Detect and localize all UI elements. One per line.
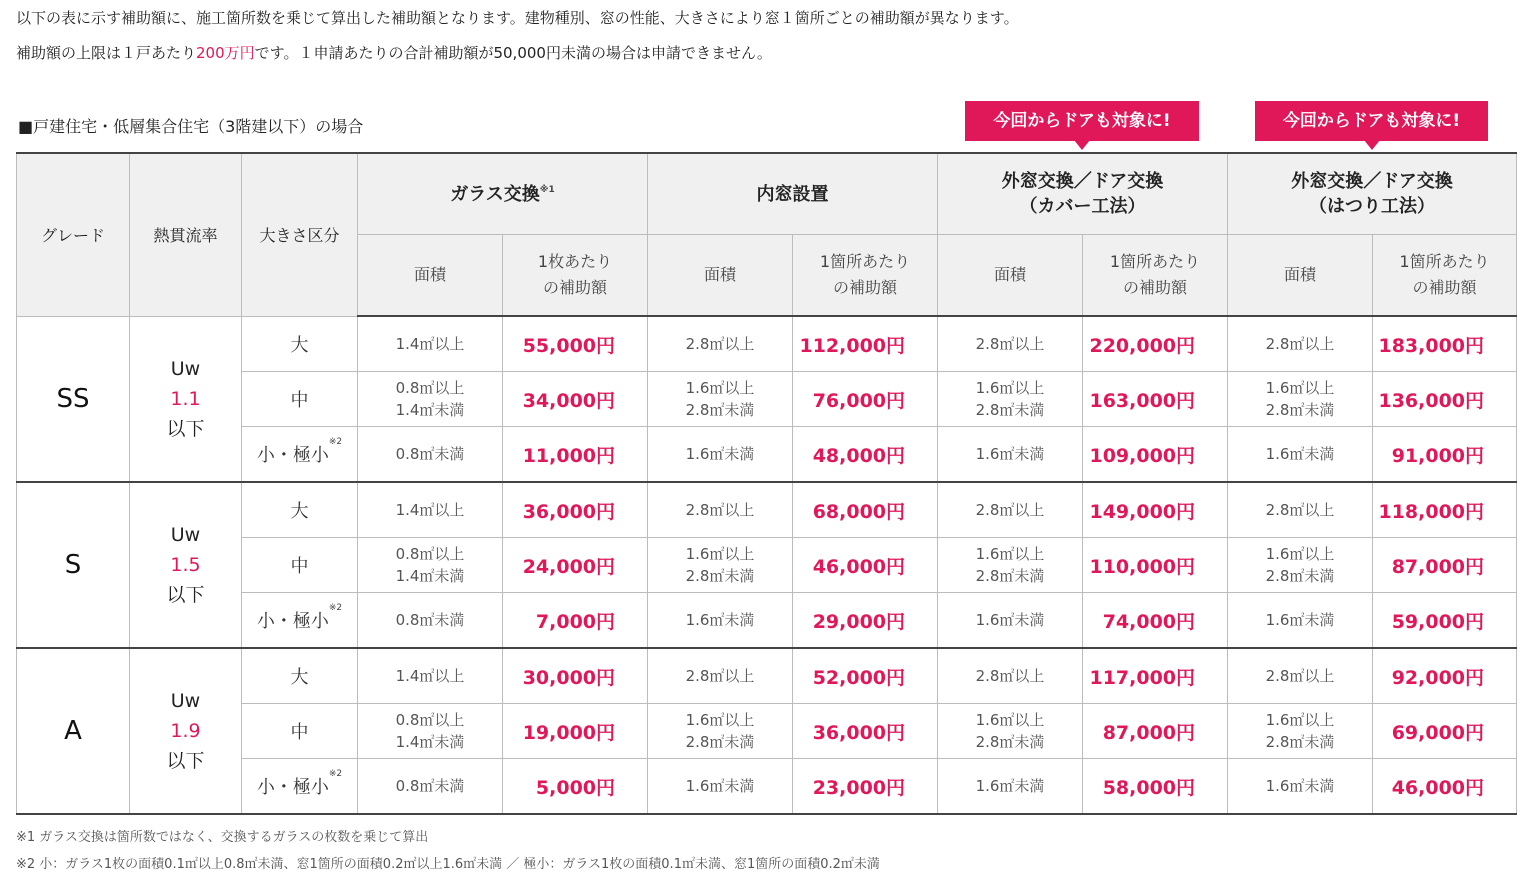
subsidy-amount: 117,000円 bbox=[1083, 648, 1228, 704]
uw-cell bbox=[130, 648, 242, 814]
area-cell bbox=[938, 704, 1083, 759]
header-per-place bbox=[1373, 235, 1517, 317]
subsidy-amount: 7,000円 bbox=[503, 593, 648, 649]
area-value: 0.8㎡未満 bbox=[395, 445, 465, 463]
area-value: 1.6㎡以上 bbox=[1265, 545, 1335, 563]
size-label: 大 bbox=[290, 334, 309, 356]
table-row bbox=[17, 704, 1517, 759]
subsidy-table bbox=[16, 152, 1517, 815]
grade-label: S bbox=[64, 550, 82, 580]
table-row bbox=[17, 759, 1517, 815]
area-value: 2.8㎡以上 bbox=[685, 335, 755, 353]
area-value-upper: 2.8㎡未満 bbox=[1265, 401, 1335, 419]
area-cell bbox=[358, 759, 503, 815]
header-per-place-line2: の補助額 bbox=[833, 278, 898, 297]
uw-suffix: 以下 bbox=[166, 750, 205, 772]
subsidy-amount: 30,000円 bbox=[503, 648, 648, 704]
grade-cell bbox=[17, 316, 130, 482]
area-cell bbox=[358, 538, 503, 593]
area-cell bbox=[358, 704, 503, 759]
area-cell bbox=[648, 704, 793, 759]
area-value: 2.8㎡以上 bbox=[975, 501, 1045, 519]
area-value: 1.6㎡以上 bbox=[685, 545, 755, 563]
area-cell bbox=[938, 482, 1083, 538]
subsidy-amount: 11,000円 bbox=[503, 427, 648, 483]
subsidy-amount: 68,000円 bbox=[793, 482, 938, 538]
area-cell bbox=[1228, 759, 1373, 815]
area-value: 0.8㎡以上 bbox=[395, 545, 465, 563]
subsidy-amount: 46,000円 bbox=[1373, 759, 1517, 815]
area-value: 2.8㎡以上 bbox=[975, 335, 1045, 353]
header-outer-cover-line2: （カバー工法） bbox=[1019, 196, 1146, 217]
subsidy-amount: 220,000円 bbox=[1083, 316, 1228, 372]
area-value: 1.6㎡未満 bbox=[975, 445, 1045, 463]
area-value-upper: 2.8㎡未満 bbox=[975, 567, 1045, 585]
table-row bbox=[17, 593, 1517, 649]
grade-cell bbox=[17, 482, 130, 648]
size-cell bbox=[242, 427, 358, 483]
area-value: 1.6㎡以上 bbox=[685, 379, 755, 397]
footnote-2: ※2 小：ガラス1枚の面積0.1㎡以上0.8㎡未満、窓1箇所の面積0.2㎡以上1.6㎡未満 ／ 極小：ガラス1枚の面積0.1㎡未満、窓1箇所の面積0.2㎡未満 bbox=[16, 857, 880, 872]
area-value: 1.4㎡以上 bbox=[395, 667, 465, 685]
size-cell bbox=[242, 593, 358, 649]
uw-label: Uw bbox=[170, 690, 201, 712]
size-cell bbox=[242, 704, 358, 759]
section-title: ■戸建住宅・低層集合住宅（3階建以下）の場合 bbox=[18, 117, 364, 136]
note-1-marker: ※1 bbox=[539, 184, 555, 195]
subsidy-amount: 76,000円 bbox=[793, 372, 938, 427]
area-value: 1.6㎡未満 bbox=[1265, 777, 1335, 795]
area-cell bbox=[648, 372, 793, 427]
area-cell bbox=[938, 538, 1083, 593]
area-value: 2.8㎡以上 bbox=[1265, 335, 1335, 353]
area-value-upper: 2.8㎡未満 bbox=[975, 401, 1045, 419]
table-row bbox=[17, 427, 1517, 483]
subsidy-amount: 36,000円 bbox=[503, 482, 648, 538]
size-label: 中 bbox=[290, 722, 309, 743]
area-value: 2.8㎡以上 bbox=[1265, 501, 1335, 519]
header-per-glass bbox=[503, 235, 648, 317]
area-cell bbox=[648, 759, 793, 815]
subsidy-amount: 24,000円 bbox=[503, 538, 648, 593]
header-grade: グレード bbox=[17, 153, 130, 316]
area-cell bbox=[1228, 427, 1373, 483]
area-value: 1.6㎡未満 bbox=[975, 777, 1045, 795]
size-cell bbox=[242, 372, 358, 427]
area-value: 1.6㎡以上 bbox=[1265, 379, 1335, 397]
uw-value: 1.1 bbox=[170, 387, 201, 410]
area-value-upper: 2.8㎡未満 bbox=[685, 567, 755, 585]
area-value: 1.6㎡未満 bbox=[1265, 611, 1335, 629]
subsidy-amount: 58,000円 bbox=[1083, 759, 1228, 815]
callout-door-eligible-cover: 今回からドアも対象に! bbox=[965, 101, 1199, 141]
intro-line-2-start: 補助額の上限は１戸あたり bbox=[16, 44, 197, 62]
header-per-place-line2: の補助額 bbox=[1412, 278, 1477, 297]
header-per-glass-line1: 1枚あたり bbox=[537, 252, 613, 271]
area-value: 0.8㎡未満 bbox=[395, 777, 465, 795]
header-outer-cover-line1: 外窓交換／ドア交換 bbox=[1001, 171, 1164, 192]
size-label: 中 bbox=[290, 556, 309, 577]
area-value-upper: 2.8㎡未満 bbox=[1265, 567, 1335, 585]
area-cell bbox=[358, 316, 503, 372]
subsidy-amount: 48,000円 bbox=[793, 427, 938, 483]
table-row bbox=[17, 316, 1517, 372]
area-cell bbox=[648, 593, 793, 649]
note-2-marker: ※2 bbox=[328, 437, 343, 447]
subsidy-amount: 46,000円 bbox=[793, 538, 938, 593]
uw-value: 1.9 bbox=[170, 720, 201, 742]
subsidy-amount: 110,000円 bbox=[1083, 538, 1228, 593]
table-body bbox=[17, 316, 1517, 814]
area-cell bbox=[648, 648, 793, 704]
uw-value: 1.5 bbox=[170, 554, 201, 576]
area-value: 1.6㎡未満 bbox=[685, 777, 755, 795]
uw-label: Uw bbox=[170, 357, 201, 380]
area-value: 1.4㎡以上 bbox=[395, 501, 465, 519]
header-per-place-line1: 1箇所あたり bbox=[1109, 252, 1201, 271]
area-cell bbox=[358, 372, 503, 427]
size-label: 小・極小 bbox=[256, 445, 329, 466]
header-per-place bbox=[1083, 235, 1228, 317]
subsidy-amount: 19,000円 bbox=[503, 704, 648, 759]
area-cell bbox=[938, 593, 1083, 649]
area-cell bbox=[1228, 316, 1373, 372]
uw-suffix: 以下 bbox=[166, 584, 205, 606]
grade-cell bbox=[17, 648, 130, 814]
area-value: 0.8㎡以上 bbox=[395, 711, 465, 729]
area-value-upper: 2.8㎡未満 bbox=[975, 733, 1045, 751]
area-value: 1.6㎡以上 bbox=[685, 711, 755, 729]
subsidy-amount: 163,000円 bbox=[1083, 372, 1228, 427]
subsidy-amount: 52,000円 bbox=[793, 648, 938, 704]
size-label: 大 bbox=[290, 667, 309, 688]
uw-cell bbox=[130, 482, 242, 648]
size-label: 小・極小 bbox=[256, 777, 329, 798]
header-row-1 bbox=[17, 153, 1517, 235]
uw-label: Uw bbox=[170, 524, 201, 546]
area-cell bbox=[1228, 704, 1373, 759]
header-per-glass-line2: の補助額 bbox=[543, 278, 608, 297]
area-cell bbox=[358, 593, 503, 649]
subsidy-amount: 136,000円 bbox=[1373, 372, 1517, 427]
table-row bbox=[17, 372, 1517, 427]
header-glass-replacement-label: ガラス交換 bbox=[450, 183, 540, 205]
area-cell bbox=[1228, 482, 1373, 538]
area-cell bbox=[358, 648, 503, 704]
subsidy-amount: 87,000円 bbox=[1083, 704, 1228, 759]
header-per-place-line2: の補助額 bbox=[1123, 278, 1188, 297]
area-value-upper: 2.8㎡未満 bbox=[1265, 733, 1335, 751]
area-cell bbox=[648, 538, 793, 593]
area-cell bbox=[1228, 593, 1373, 649]
intro-line-2 bbox=[16, 43, 772, 63]
header-glass-replacement bbox=[358, 153, 648, 235]
header-outer-chipping-line1: 外窓交換／ドア交換 bbox=[1291, 171, 1453, 192]
callout-door-eligible-chipping: 今回からドアも対象に! bbox=[1255, 101, 1488, 141]
subsidy-amount: 87,000円 bbox=[1373, 538, 1517, 593]
note-2-marker: ※2 bbox=[328, 769, 343, 779]
size-cell bbox=[242, 482, 358, 538]
size-label: 中 bbox=[290, 390, 309, 411]
subsidy-amount: 92,000円 bbox=[1373, 648, 1517, 704]
subsidy-amount: 5,000円 bbox=[503, 759, 648, 815]
subsidy-amount: 118,000円 bbox=[1373, 482, 1517, 538]
grade-label: SS bbox=[56, 383, 90, 414]
size-cell bbox=[242, 316, 358, 372]
area-cell bbox=[938, 648, 1083, 704]
area-value-upper: 1.4㎡未満 bbox=[395, 733, 465, 751]
area-value-upper: 1.4㎡未満 bbox=[395, 567, 465, 585]
area-cell bbox=[648, 316, 793, 372]
header-area: 面積 bbox=[938, 235, 1083, 317]
area-value-upper: 1.4㎡未満 bbox=[395, 401, 465, 419]
table-row bbox=[17, 648, 1517, 704]
subsidy-amount: 183,000円 bbox=[1373, 316, 1517, 372]
header-heat-transmission: 熱貫流率 bbox=[130, 153, 242, 316]
area-value: 2.8㎡以上 bbox=[685, 501, 755, 519]
subsidy-amount: 74,000円 bbox=[1083, 593, 1228, 649]
area-value: 1.4㎡以上 bbox=[395, 335, 465, 353]
area-cell bbox=[1228, 538, 1373, 593]
intro-line-2-end: です。１申請あたりの合計補助額が50,000円未満の場合は申請できません。 bbox=[254, 44, 772, 62]
subsidy-amount: 23,000円 bbox=[793, 759, 938, 815]
subsidy-amount: 112,000円 bbox=[793, 316, 938, 372]
area-value: 1.6㎡未満 bbox=[975, 611, 1045, 629]
table-row bbox=[17, 538, 1517, 593]
area-cell bbox=[938, 316, 1083, 372]
subsidy-amount: 59,000円 bbox=[1373, 593, 1517, 649]
area-value: 0.8㎡未満 bbox=[395, 611, 465, 629]
area-value: 2.8㎡以上 bbox=[685, 667, 755, 685]
area-cell bbox=[358, 427, 503, 483]
subsidy-amount: 36,000円 bbox=[793, 704, 938, 759]
note-2-marker: ※2 bbox=[328, 603, 343, 613]
footnote-1: ※1 ガラス交換は箇所数ではなく、交換するガラスの枚数を乗じて算出 bbox=[16, 830, 429, 845]
header-per-place-line1: 1箇所あたり bbox=[819, 252, 911, 271]
size-cell bbox=[242, 648, 358, 704]
subsidy-amount: 109,000円 bbox=[1083, 427, 1228, 483]
size-cell bbox=[242, 759, 358, 815]
area-cell bbox=[938, 427, 1083, 483]
area-cell bbox=[938, 372, 1083, 427]
header-outer-chipping-line2: （はつり工法） bbox=[1309, 196, 1436, 217]
header-inner-window-label: 内窓設置 bbox=[756, 183, 829, 205]
area-cell bbox=[358, 482, 503, 538]
size-label: 大 bbox=[290, 501, 309, 522]
subsidy-amount: 91,000円 bbox=[1373, 427, 1517, 483]
header-area: 面積 bbox=[648, 235, 793, 317]
subsidy-amount: 69,000円 bbox=[1373, 704, 1517, 759]
header-size-category: 大きさ区分 bbox=[242, 153, 358, 316]
area-value: 2.8㎡以上 bbox=[1265, 667, 1335, 685]
area-cell bbox=[648, 427, 793, 483]
subsidy-cap-amount: 200万円 bbox=[196, 44, 255, 62]
header-outer-cover bbox=[938, 153, 1228, 235]
subsidy-amount: 55,000円 bbox=[503, 316, 648, 372]
area-value: 2.8㎡以上 bbox=[975, 667, 1045, 685]
area-value: 1.6㎡以上 bbox=[975, 545, 1045, 563]
area-value: 1.6㎡以上 bbox=[975, 711, 1045, 729]
table-row bbox=[17, 482, 1517, 538]
uw-suffix: 以下 bbox=[166, 417, 205, 440]
area-value: 1.6㎡未満 bbox=[1265, 445, 1335, 463]
header-outer-chipping bbox=[1228, 153, 1517, 235]
area-cell bbox=[1228, 372, 1373, 427]
header-inner-window bbox=[648, 153, 938, 235]
header-area: 面積 bbox=[358, 235, 503, 317]
subsidy-amount: 29,000円 bbox=[793, 593, 938, 649]
area-value: 1.6㎡以上 bbox=[1265, 711, 1335, 729]
area-cell bbox=[938, 759, 1083, 815]
area-value-upper: 2.8㎡未満 bbox=[685, 733, 755, 751]
area-value: 1.6㎡以上 bbox=[975, 379, 1045, 397]
subsidy-amount: 34,000円 bbox=[503, 372, 648, 427]
intro-line-1: 以下の表に示す補助額に、施工箇所数を乗じて算出した補助額となります。建物種別、窓の性能、大きさにより窓１箇所ごとの補助額が異なります。 bbox=[16, 9, 1019, 27]
area-value: 1.6㎡未満 bbox=[685, 611, 755, 629]
area-value: 0.8㎡以上 bbox=[395, 379, 465, 397]
area-value-upper: 2.8㎡未満 bbox=[685, 401, 755, 419]
area-cell bbox=[1228, 648, 1373, 704]
size-label: 小・極小 bbox=[256, 611, 329, 632]
header-per-place-line1: 1箇所あたり bbox=[1399, 252, 1490, 271]
uw-cell bbox=[130, 316, 242, 482]
subsidy-amount: 149,000円 bbox=[1083, 482, 1228, 538]
area-cell bbox=[648, 482, 793, 538]
header-per-place bbox=[793, 235, 938, 317]
header-area: 面積 bbox=[1228, 235, 1373, 317]
size-cell bbox=[242, 538, 358, 593]
grade-label: A bbox=[64, 716, 82, 746]
area-value: 1.6㎡未満 bbox=[685, 445, 755, 463]
